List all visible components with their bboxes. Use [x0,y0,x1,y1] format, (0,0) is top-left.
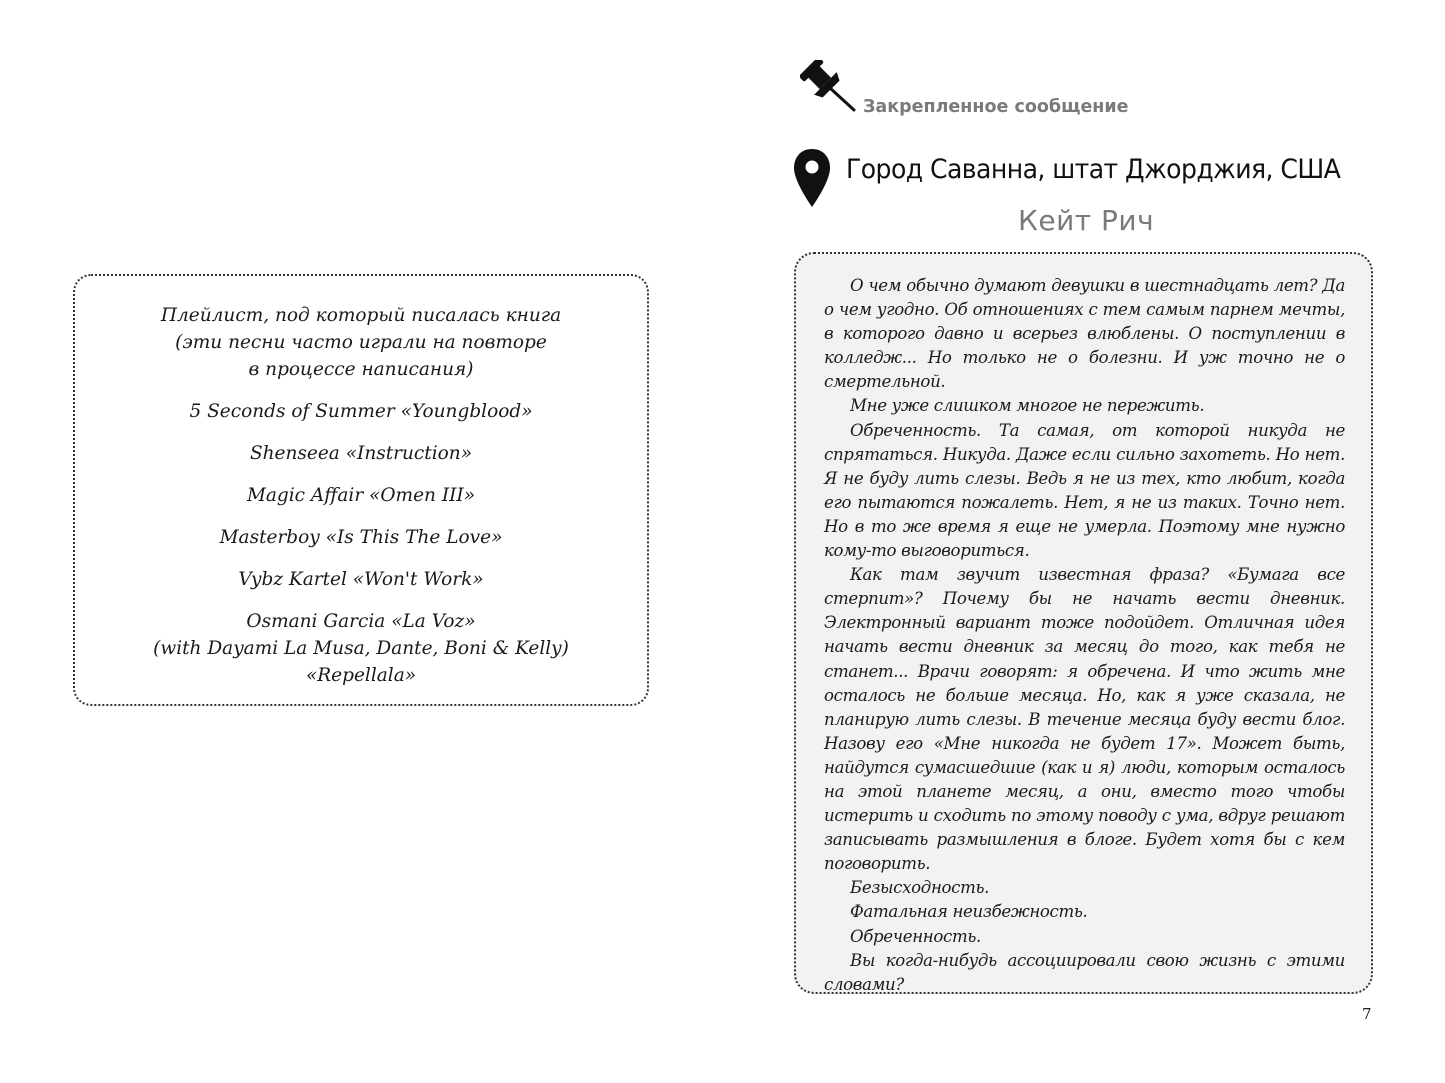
post-paragraph: Обреченность. Та самая, от которой никуда не спрятаться. Никуда. Даже если сильно захотеть. Но нет. Я не буду лить слезы. Ведь я не из тех, кто любит, когда его пытаются пожалеть. Нет, я не из таких. Точно нет. Но в то же время я еще не умерла. Поэтому мне нужно кому-то выговориться. [824,420,1345,561]
post-paragraph: Фатальная неизбежность. [850,902,1088,922]
track-line: Masterboy «Is This The Love» [219,527,503,548]
location-title: Город Саванна, штат Джорджия, США [846,154,1341,185]
track-line: Shenseea «Instruction» [249,443,473,464]
playlist-intro-line: Плейлист, под который писалась книга [160,305,562,326]
playlist-intro-line: (эти песни часто играли на повторе [175,332,547,353]
playlist-track [75,440,647,467]
post-paragraph: Вы когда-нибудь ассоциировали свою жизнь с этими словами? [824,950,1345,994]
post-box [794,252,1373,994]
playlist-track [75,398,647,425]
page-number: 7 [1362,1005,1372,1023]
map-marker-icon [793,148,831,208]
pinned-message-label: Закрепленное сообщение [863,97,1129,117]
track-line: «Repellala» [305,665,417,686]
track-line: Vybz Kartel «Won't Work» [238,569,484,590]
playlist-track [75,566,647,593]
post-paragraph: Безысходность. [850,878,990,898]
pinned-header [800,60,1360,120]
track-line: 5 Seconds of Summer «Youngblood» [189,401,533,422]
playlist-track [75,482,647,509]
post-paragraph: Мне уже слишком многое не пережить. [850,396,1205,416]
playlist-intro [75,302,647,383]
post-paragraph: Обреченность. [850,926,981,946]
location-header [793,148,1373,208]
post-paragraph: Как там звучит известная фраза? «Бумага все стерпит»? Почему бы не начать вести дневник. Электронный вариант тоже подойдет. Отличная идея начать вести дневник за месяц до того, как тебя не станет... Врачи говорят: я обречена. И что жить мне осталось не больше месяца. Но, как я уже сказала, не планирую лить слезы. В течение месяца буду вести блог. Назову его «Мне никогда не будет 17». Может быть, найдутся сумасшедшие (как и я) люди, которым осталось на этой планете месяц, а они, вместо того чтобы истерить и сходить по этому поводу с ума, вдруг решают записывать размышления в блоге. Будет хотя бы с кем поговорить. [824,565,1345,874]
track-line: (with Dayami La Musa, Dante, Boni & Kelly) [153,638,569,659]
playlist-track [75,524,647,551]
track-line: Osmani Garcia «La Voz» [246,611,476,632]
pushpin-icon [800,60,858,112]
playlist-box [73,274,649,706]
playlist-intro-line: в процессе написания) [248,359,474,380]
track-line: Magic Affair «Omen III» [246,485,476,506]
author-name: Кейт Рич [1018,204,1155,237]
playlist-track [75,608,647,689]
post-paragraph: О чем обычно думают девушки в шестнадцать лет? Да о чем угодно. Об отношениях с тем самым парнем мечты, в которого давно и всерьез влюблены. О поступлении в колледж... Но только не о болезни. И уж точно не о смертельной. [824,276,1345,392]
